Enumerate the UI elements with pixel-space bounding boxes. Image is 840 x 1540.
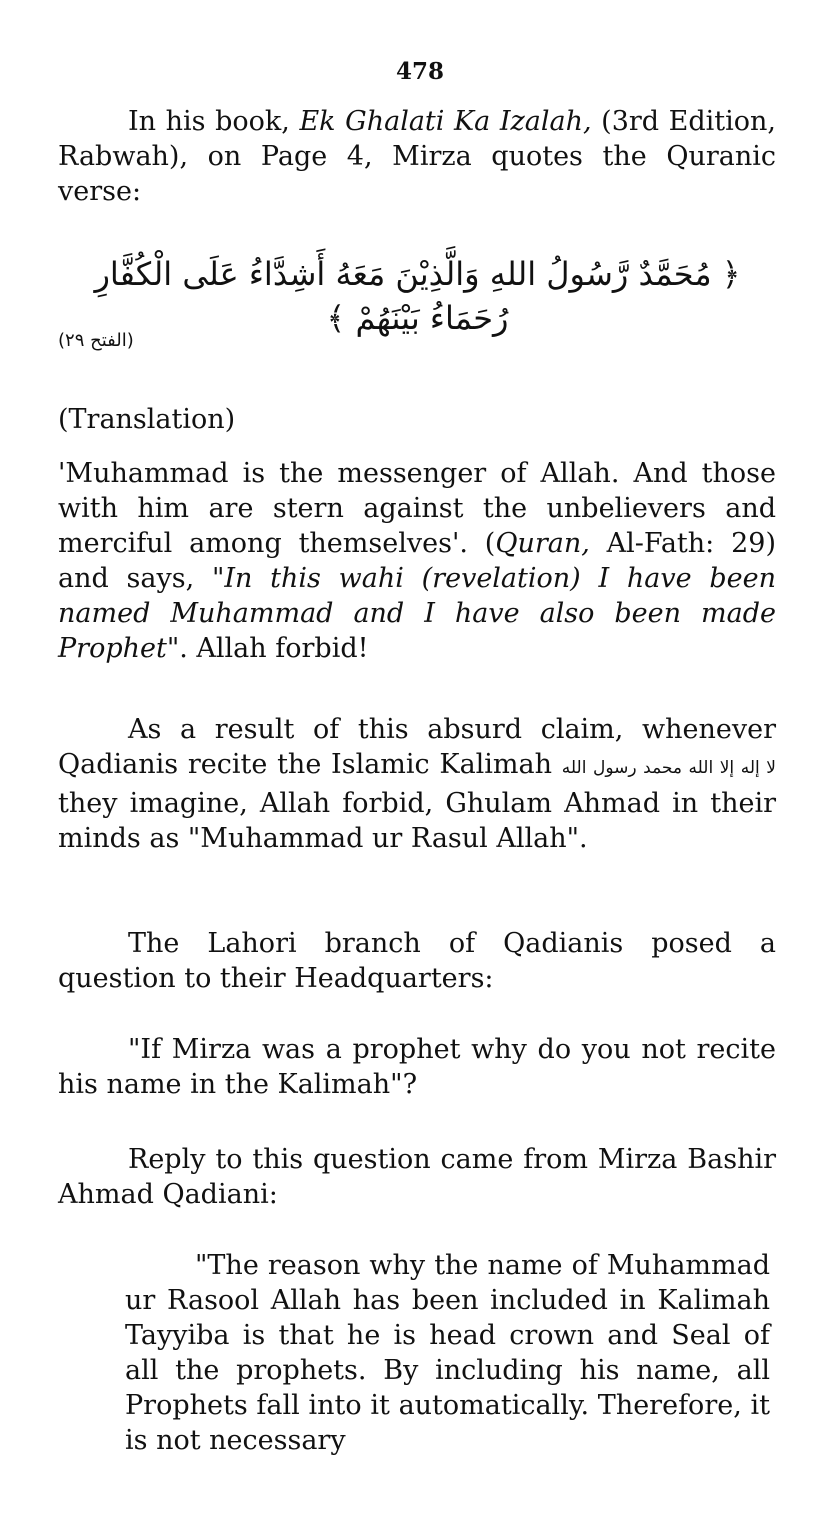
absurd-claim-paragraph — [58, 712, 776, 856]
translation-ending: . Allah forbid! — [179, 633, 369, 664]
intro-text-start: In his book, — [128, 106, 300, 137]
intro-paragraph — [58, 104, 776, 209]
lahori-question-paragraph: The Lahori branch of Qadianis posed a question to their Headquarters: — [58, 928, 776, 994]
reply-intro-paragraph: Reply to this question came from Mirza Bashir Ahmad Qadiani: — [58, 1144, 776, 1210]
quran-label: Quran, — [495, 528, 590, 559]
book-title: Ek Ghalati Ka Izalah, — [299, 106, 592, 137]
claim-text-end: they imagine, Allah forbid, Ghulam Ahmad in their minds as "Muhammad ur Rasul Allah". — [58, 788, 776, 854]
intro-text-end: (3rd Edition, Rabwah), on Page 4, Mirza quotes the Quranic verse: — [58, 106, 776, 207]
arabic-verse: ﴿ مُحَمَّدٌ رَّسُولُ اللهِ وَالَّذِيْنَ مَعَهُ أَشِدَّاءُ عَلَى الْكُفَّارِ رُحَمَاءُ بَيْنَهُمْ ﴾ — [94, 255, 741, 337]
page-number: 478 — [395, 58, 444, 85]
translation-heading: (Translation) — [58, 404, 236, 435]
kalimah-arabic: لا إله إلا الله محمد رسول الله — [561, 758, 776, 778]
translation-paragraph — [58, 456, 776, 666]
translation-citation: Al-Fath: 29) and says, — [58, 528, 776, 594]
claim-text-start: As a result of this absurd claim, whenever Qadianis recite the Islamic Kalimah — [58, 714, 776, 780]
verse-reference: (الفتح ٢٩) — [58, 330, 134, 351]
translation-text: 'Muhammad is the messenger of Allah. And those with him are stern against the unbelievers and merciful among themselves'. ( — [58, 458, 776, 559]
question-quote: "If Mirza was a prophet why do you not recite his name in the Kalimah"? — [58, 1034, 776, 1100]
reply-quote-block: "The reason why the name of Muhammad ur Rasool Allah has been included in Kalimah Tayyiba is that he is head crown and Seal of all the prophets. By including his name, all Prophets fall into it automatically. Therefore, it is not necessary — [125, 1250, 770, 1456]
revelation-quote: "In this wahi (revelation) I have been named Muhammad and I have also been made Prophet" — [58, 563, 776, 664]
